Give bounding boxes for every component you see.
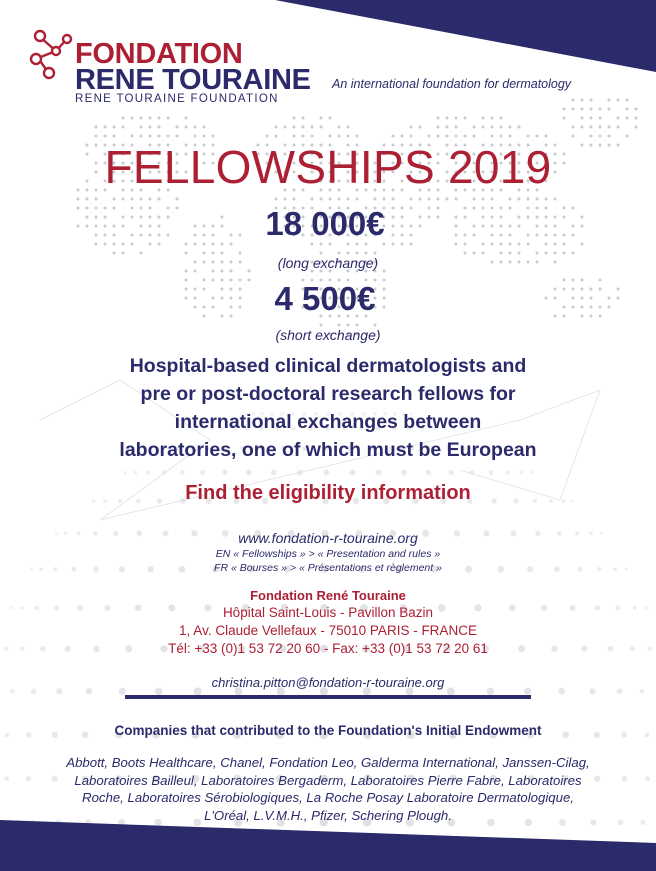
map-dot	[194, 126, 197, 129]
globe-dot	[401, 470, 407, 476]
website-link[interactable]: www.fondation-r-touraine.org	[238, 530, 418, 546]
map-dot	[437, 117, 440, 120]
map-dot	[293, 198, 296, 201]
map-dot	[275, 126, 278, 129]
map-dot	[158, 126, 161, 129]
map-dot	[608, 126, 611, 129]
map-dot	[338, 126, 341, 129]
map-dot	[455, 198, 458, 201]
globe-dot	[222, 470, 227, 475]
description-line: pre or post-doctoral research fellows for	[140, 383, 516, 405]
map-dot	[572, 126, 575, 129]
map-dot	[419, 126, 422, 129]
map-dot	[113, 198, 116, 201]
map-dot	[428, 135, 431, 138]
map-dot	[536, 198, 539, 201]
map-dot	[626, 99, 629, 102]
map-dot	[626, 108, 629, 111]
map-dot	[563, 117, 566, 120]
companies-line: Laboratoires Bailleul, Laboratoires Bergaderm, Laboratoires Pierre Fabre, Laboratoires	[74, 772, 582, 788]
map-dot	[554, 198, 557, 201]
map-dot	[149, 135, 152, 138]
map-dot	[77, 198, 80, 201]
map-dot	[131, 117, 134, 120]
map-dot	[113, 135, 116, 138]
companies-list	[0, 754, 656, 824]
map-dot	[158, 198, 161, 201]
globe-dot	[426, 470, 431, 475]
map-dot	[185, 126, 188, 129]
description	[0, 352, 656, 464]
map-dot	[545, 135, 548, 138]
map-dot	[338, 135, 341, 138]
contact-address-1: Hôpital Saint-Louis - Pavillon Bazin	[222, 605, 434, 620]
map-dot	[122, 117, 125, 120]
map-dot	[383, 198, 386, 201]
map-dot	[131, 198, 134, 201]
globe-dot	[505, 470, 509, 474]
companies-heading: Companies that contributed to the Foundation's Initial Endowment	[114, 723, 542, 738]
map-dot	[590, 117, 593, 120]
map-dot	[626, 135, 629, 138]
map-dot	[302, 126, 305, 129]
map-dot	[275, 135, 278, 138]
map-dot	[176, 126, 179, 129]
map-dot	[617, 126, 620, 129]
map-dot	[491, 126, 494, 129]
map-dot	[590, 126, 593, 129]
map-dot	[509, 135, 512, 138]
page-title: FELLOWSHIPS 2019	[104, 141, 552, 193]
map-dot	[617, 117, 620, 120]
map-dot	[302, 135, 305, 138]
map-dot	[392, 135, 395, 138]
contact-address-2: 1, Av. Claude Vellefaux - 75010 PARIS - FRANCE	[179, 623, 477, 638]
map-dot	[149, 126, 152, 129]
map-dot	[356, 198, 359, 201]
map-dot	[581, 117, 584, 120]
map-dot	[329, 198, 332, 201]
map-dot	[293, 126, 296, 129]
map-dot	[140, 117, 143, 120]
map-dot	[446, 126, 449, 129]
short-exchange-amount: 4 500€	[274, 280, 376, 317]
map-dot	[536, 135, 539, 138]
description-line: laboratories, one of which must be European	[119, 439, 537, 461]
map-dot	[176, 135, 179, 138]
map-dot	[401, 135, 404, 138]
map-dot	[284, 198, 287, 201]
map-dot	[572, 99, 575, 102]
map-dot	[302, 117, 305, 120]
map-dot	[311, 135, 314, 138]
map-dot	[320, 126, 323, 129]
map-dot	[500, 126, 503, 129]
map-dot	[590, 108, 593, 111]
globe-dot	[200, 470, 205, 475]
description-line: international exchanges between	[174, 411, 482, 433]
long-exchange-note: (long exchange)	[277, 255, 379, 271]
map-dot	[581, 108, 584, 111]
map-dot	[329, 117, 332, 120]
map-dot	[491, 117, 494, 120]
map-dot	[167, 117, 170, 120]
globe-dot	[519, 471, 523, 475]
map-dot	[608, 99, 611, 102]
map-dot	[635, 108, 638, 111]
map-dot	[473, 126, 476, 129]
map-dot	[482, 126, 485, 129]
map-dot	[311, 198, 314, 201]
map-dot	[347, 135, 350, 138]
tagline: An international foundation for dermatology	[332, 77, 572, 91]
top-right-band	[275, 0, 656, 72]
map-dot	[473, 198, 476, 201]
map-dot	[293, 135, 296, 138]
map-dot	[392, 198, 395, 201]
map-dot	[509, 198, 512, 201]
map-dot	[437, 126, 440, 129]
map-dot	[500, 117, 503, 120]
map-dot	[437, 198, 440, 201]
map-dot	[518, 126, 521, 129]
map-dot	[374, 198, 377, 201]
map-dot	[410, 126, 413, 129]
map-dot	[140, 126, 143, 129]
globe-dot	[271, 470, 277, 476]
map-dot	[275, 198, 278, 201]
map-dot	[437, 135, 440, 138]
globe-dot	[449, 470, 454, 475]
logo-title-line2: RENE TOURAINE	[75, 64, 311, 96]
map-dot	[572, 108, 575, 111]
map-dot	[482, 117, 485, 120]
globe-dot	[124, 471, 127, 474]
map-dot	[446, 117, 449, 120]
map-dot	[455, 126, 458, 129]
map-dot	[590, 135, 593, 138]
short-exchange-note: (short exchange)	[275, 327, 381, 343]
map-dot	[563, 108, 566, 111]
logo-subtitle: RENE TOURAINE FOUNDATION	[75, 93, 279, 105]
contact-org: Fondation René Touraine	[250, 588, 406, 603]
map-dot	[266, 135, 269, 138]
map-dot	[428, 198, 431, 201]
map-dot	[455, 135, 458, 138]
map-dot	[158, 135, 161, 138]
divider-line	[125, 695, 531, 699]
map-dot	[131, 135, 134, 138]
map-dot	[167, 135, 170, 138]
map-dot	[338, 198, 341, 201]
map-dot	[140, 198, 143, 201]
map-dot	[149, 198, 152, 201]
map-dot	[599, 108, 602, 111]
map-dot	[212, 135, 215, 138]
molecule-logo-icon	[26, 28, 74, 80]
map-dot	[95, 135, 98, 138]
globe-dot	[246, 470, 252, 476]
map-dot	[176, 198, 179, 201]
long-exchange-amount: 18 000€	[265, 205, 385, 242]
map-dot	[95, 198, 98, 201]
map-dot	[140, 135, 143, 138]
map-dot	[113, 126, 116, 129]
map-dot	[617, 99, 620, 102]
globe-dot	[180, 470, 185, 475]
map-dot	[320, 198, 323, 201]
map-dot	[203, 126, 206, 129]
map-dot	[320, 117, 323, 120]
logo-title-line1: FONDATION	[75, 38, 243, 70]
map-dot	[491, 135, 494, 138]
globe-dot	[133, 471, 137, 475]
map-dot	[527, 135, 530, 138]
map-dot	[599, 135, 602, 138]
map-dot	[104, 135, 107, 138]
map-dot	[455, 117, 458, 120]
bottom-band	[0, 820, 656, 871]
map-dot	[608, 135, 611, 138]
map-dot	[329, 135, 332, 138]
map-dot	[518, 198, 521, 201]
contact-phone-fax: Tél: +33 (0)1 53 72 20 60 - Fax: +33 (0)1 53 72 20 61	[168, 641, 488, 656]
map-dot	[464, 117, 467, 120]
map-dot	[608, 108, 611, 111]
map-dot	[410, 198, 413, 201]
map-dot	[473, 135, 476, 138]
map-dot	[599, 126, 602, 129]
map-dot	[491, 198, 494, 201]
map-dot	[86, 198, 89, 201]
description-line: Hospital-based clinical dermatologists and	[129, 355, 527, 377]
map-dot	[284, 126, 287, 129]
map-dot	[203, 135, 206, 138]
map-dot	[599, 117, 602, 120]
map-dot	[527, 198, 530, 201]
map-dot	[122, 198, 125, 201]
map-dot	[104, 126, 107, 129]
map-dot	[446, 198, 449, 201]
map-dot	[545, 198, 548, 201]
map-dot	[347, 198, 350, 201]
map-dot	[635, 126, 638, 129]
website-nav-en: EN « Fellowships » > « Presentation and rules »	[215, 548, 441, 560]
map-dot	[95, 126, 98, 129]
map-dot	[581, 99, 584, 102]
map-dot	[410, 135, 413, 138]
eligibility-heading: Find the eligibility information	[185, 482, 471, 504]
map-dot	[572, 135, 575, 138]
map-dot	[626, 117, 629, 120]
map-dot	[464, 135, 467, 138]
globe-dot	[323, 470, 329, 476]
companies-line: L'Oréal, L.V.M.H., Pfizer, Schering Plough.	[204, 807, 452, 823]
map-dot	[500, 135, 503, 138]
globe-dot	[489, 470, 494, 475]
map-dot	[419, 198, 422, 201]
map-dot	[293, 117, 296, 120]
map-dot	[482, 198, 485, 201]
map-dot	[356, 135, 359, 138]
map-dot	[194, 135, 197, 138]
globe-dot	[531, 471, 534, 474]
map-dot	[122, 126, 125, 129]
map-dot	[509, 126, 512, 129]
globe-dot	[376, 470, 382, 476]
map-dot	[581, 126, 584, 129]
companies-line: Abbott, Boots Healthcare, Chanel, Fondation Leo, Galderma International, Janssen-Cilag,	[66, 755, 590, 770]
map-dot	[347, 126, 350, 129]
contact-email-link[interactable]: christina.pitton@fondation-r-touraine.org	[211, 675, 445, 690]
map-dot	[158, 117, 161, 120]
companies-line: Roche, Laboratoires Sérobiologiques, La Roche Posay Laboratoire Dermatologique,	[82, 790, 574, 805]
website-nav-fr: FR « Bourses » > « Présentations et règlement »	[214, 562, 442, 574]
map-dot	[185, 117, 188, 120]
map-dot	[149, 117, 152, 120]
globe-dot	[350, 470, 356, 476]
globe-dot	[146, 470, 150, 474]
map-dot	[311, 126, 314, 129]
map-dot	[446, 135, 449, 138]
map-dot	[590, 99, 593, 102]
map-dot	[635, 117, 638, 120]
